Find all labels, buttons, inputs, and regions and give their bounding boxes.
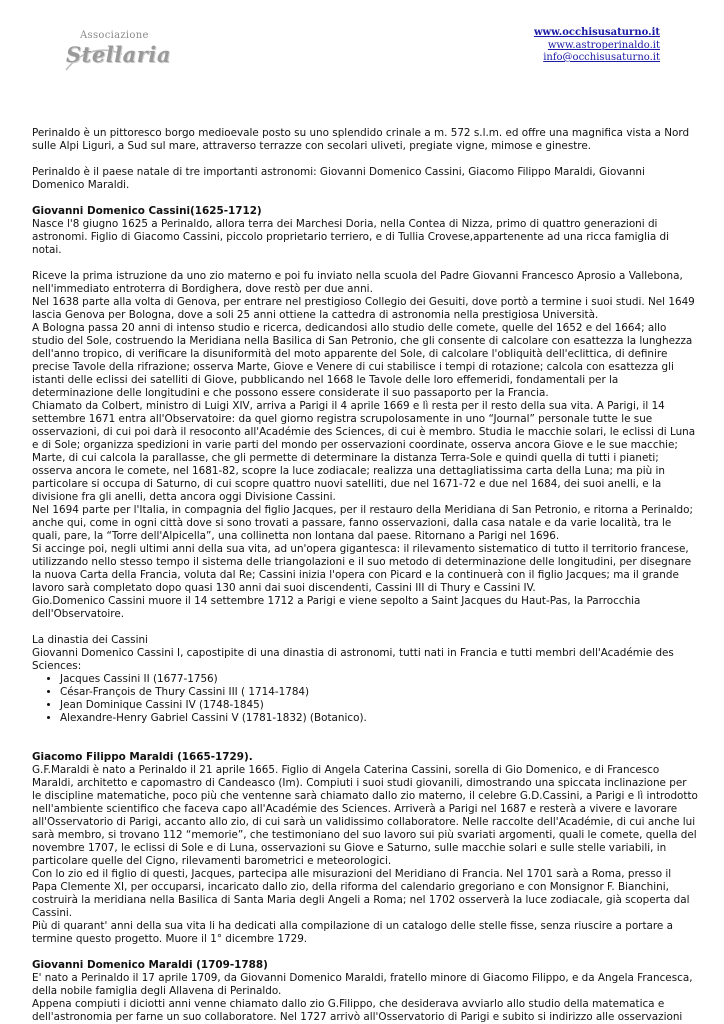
list-item: • César-François de Thury Cassini III ( 1714-1784)	[60, 686, 698, 699]
section-heading-cassini: Giovanni Domenico Cassini(1625-1712)	[32, 205, 262, 217]
cassini-paragraph: Si accinge poi, negli ultimi anni della sua vita, ad un'opera gigantesca: il rilevamento sistematico di tutto il territorio francese, utilizzando nello stesso tempo il sistema delle triangolazioni e il suo metodo di determinazione delle longitudini, per disegnare la nuova Carta della Francia, voluta dal Re; Cassini inizia l'opera con Picard e la continuerà con il figlio Jacques; ma il grande lavoro sarà completato dopo quasi 130 anni dai suoi discendenti, Cassini III di Thury e Cassini IV.	[32, 543, 692, 594]
list-item: • Alexandre-Henry Gabriel Cassini V (1781-1832) (Botanico).	[60, 712, 698, 725]
gd-maraldi-paragraph: Appena compiuti i diciotti anni venne chiamato dallo zio G.Filippo, che desiderava avviarlo allo studio della matematica e dell'astronomia per farne un suo collaboratore. Nel 1727 arrivò all'Osservatorio di Parigi e subito si indirizzo alle osservazioni	[32, 998, 683, 1023]
gd-maraldi-paragraph: E' nato a Perinaldo il 17 aprile 1709, da Giovanni Domenico Maraldi, fratello minore di Giacomo Filippo, e da Angela Francesca, della nobile famiglia degli Allavena di Perinaldo.	[32, 972, 693, 997]
intro-paragraph: Perinaldo è il paese natale di tre importanti astronomi: Giovanni Domenico Cassini, Giacomo Filippo Maraldi, Giovanni Domenico Maraldi.	[32, 166, 645, 191]
cassini-paragraph: A Bologna passa 20 anni di intenso studio e ricerca, dedicandosi allo studio delle comete, quelle del 1652 e del 1664; allo studio del Sole, costruendo la Meridiana nella Basilica di San Petronio, che gli consente di calcolare con esattezza la lunghezza dell'anno tropico, di verificare la disuniformità del moto apparente del Sole, di calcolare l'obliquità dell'eclittica, di definire precise Tavole della rifrazione; osserva Marte, Giove e Venere di cui stabilisce i tempi di rotazione; calcola con esattezza gli istanti delle eclissi dei satelliti di Giove, pubblicando nel 1668 le Tavole delle loro effemeridi, fondamentali per la determinazione delle longitudini e che possono essere considerate il suo passaporto per la Francia.	[32, 322, 693, 399]
dynasty-intro: Giovanni Domenico Cassini I, capostipite di una dinastia di astronomi, tutti nati in Francia e tutti membri dell'Académie des Sciences:	[32, 647, 674, 672]
section-heading-giacomo-maraldi: Giacomo Filippo Maraldi (1665-1729).	[32, 751, 253, 763]
dynasty-title: La dinastia dei Cassini	[32, 634, 148, 646]
association-logo	[62, 28, 171, 74]
giacomo-paragraph: Con lo zio ed il figlio di questi, Jacques, partecipa alle misurazioni del Meridiano di Francia. Nel 1701 sarà a Roma, presso il Papa Clemente XI, per occuparsi, incaricato dallo zio, della riforma del calendario gregoriano e con Monsignor F. Bianchini, costruirà la meridiana nella Basilica di Santa Maria degli Angeli a Roma; nel 1702 osserverà la luce zodiacale, già scoperta dal Cassini.	[32, 868, 690, 919]
logo-title: Stellaria	[66, 42, 171, 67]
contact-links	[534, 27, 660, 65]
cassini-paragraph: Nasce l'8 giugno 1625 a Perinaldo, allora terra dei Marchesi Doria, nella Contea di Nizza, primo di quattro generazioni di astronomi. Figlio di Giacomo Cassini, piccolo proprietario terriero, e di Tullia Crovese,appartenente ad una ricca famiglia di notai.	[32, 218, 670, 256]
list-item: • Jacques Cassini II (1677-1756)	[60, 673, 698, 686]
website-link-astroperinaldo[interactable]: www.astroperinaldo.it	[547, 39, 660, 51]
document-body	[32, 127, 698, 1024]
section-heading-gd-maraldi: Giovanni Domenico Maraldi (1709-1788)	[32, 959, 268, 971]
cassini-paragraph: Nel 1694 parte per l'Italia, in compagnia del figlio Jacques, per il restauro della Meridiana di San Petronio, e ritorna a Perinaldo; anche qui, come in ogni città dove si sono trovati a passare, fanno osservazioni, dalla casa natale e da varie località, tra le quali, pare, la “Torre dell'Alpicella”, una collinetta non lontana dal paese. Ritornano a Parigi nel 1696.	[32, 504, 693, 542]
dynasty-list	[32, 673, 698, 725]
giacomo-paragraph: Più di quarant' anni della sua vita li ha dedicati alla compilazione di un catalogo delle stelle fisse, senza riuscire a portare a termine questo progetto. Muore il 1° dicembre 1729.	[32, 920, 673, 945]
website-link-occhisusaturno[interactable]: www.occhisusaturno.it	[533, 27, 660, 38]
list-item: • Jean Dominique Cassini IV (1748-1845)	[60, 699, 698, 712]
email-link[interactable]: info@occhisusaturno.it	[543, 52, 660, 63]
cassini-paragraph: Riceve la prima istruzione da uno zio materno e poi fu inviato nella scuola del Padre Giovanni Francesco Aprosio a Vallebona, nell'immediato entroterra di Bordighera, dove restò per due anni.	[32, 270, 683, 295]
cassini-paragraph: Nel 1638 parte alla volta di Genova, per entrare nel prestigioso Collegio dei Gesuiti, dove portò a termine i suoi studi. Nel 1649 lascia Genova per Bologna, dove a soli 25 anni ottiene la cattedra di astronomia nella prestigiosa Università.	[32, 296, 695, 321]
page-header	[0, 0, 724, 80]
giacomo-paragraph: G.F.Maraldi è nato a Perinaldo il 21 aprile 1665. Figlio di Angela Caterina Cassini, sorella di Gio Domenico, e di Francesco Maraldi, architetto e capomastro di Candeasco (Im). Compiuti i suoi studi giovanili, dimostrando una spiccata inclinazione per le discipline matematiche, poco più che ventenne sarà chiamato dallo zio materno, il celebre G.D.Cassini, a Parigi e lì introdotto nell'ambiente scientifico che faceva capo all'Académie des Sciences. Arriverà a Parigi nel 1687 e resterà a vivere e lavorare all'Osservatorio di Parigi, accanto allo zio, di cui sarà un validissimo collaboratore. Nelle raccolte dell'Académie, di cui anche lui sarà membro, si trovano 112 “memorie”, che testimoniano del suo lavoro sui più svariati argomenti, quali le comete, quella del novembre 1707, le eclissi di Sole e di Luna, osservazioni su Giove e Saturno, sulle macchie solari e sulle stelle variabili, in particolare quelle del Cigno, rilevamenti barometrici e meteorologici.	[32, 764, 698, 867]
cassini-paragraph: Gio.Domenico Cassini muore il 14 settembre 1712 a Parigi e viene sepolto a Saint Jacques du Haut-Pas, la Parrocchia dell'Observatoire.	[32, 595, 641, 620]
logo-subtitle: Associazione	[80, 30, 149, 41]
cassini-paragraph: Chiamato da Colbert, ministro di Luigi XIV, arriva a Parigi il 4 aprile 1669 e lì resta per il resto della sua vita. A Parigi, il 14 settembre 1671 entra all'Observatoire: da quel giorno registra scrupolosamente in uno “Journal” personale tutte le sue osservazioni, di cui poi darà il resoconto all'Académie des Sciences, di cui è membro. Studia le macchie solari, le eclissi di Luna e di Sole; organizza spedizioni in varie parti del mondo per osservazioni coordinate, osserva ancora Giove e le sue macchie; Marte, di cui calcola la parallasse, che gli permette di determinare la distanza Terra-Sole e quindi quella di tutti i pianeti; osserva ancora le comete, nel 1681-82, scopre la luce zodiacale; realizza una dettagliatissima carta della Luna; ma più in particolare si occupa di Saturno, di cui scopre quattro nuovi satelliti, due nel 1671-72 e due nel 1684, dei suoi anelli, e la divisione fra gli anelli, detta ancora oggi Divisione Cassini.	[32, 400, 696, 503]
intro-paragraph: Perinaldo è un pittoresco borgo medioevale posto su uno splendido crinale a m. 572 s.l.m. ed offre una magnifica vista a Nord sulle Alpi Liguri, a Sud sul mare, attraverso terrazze con secolari uliveti, pregiate vigne, mimose e ginestre.	[32, 127, 690, 152]
